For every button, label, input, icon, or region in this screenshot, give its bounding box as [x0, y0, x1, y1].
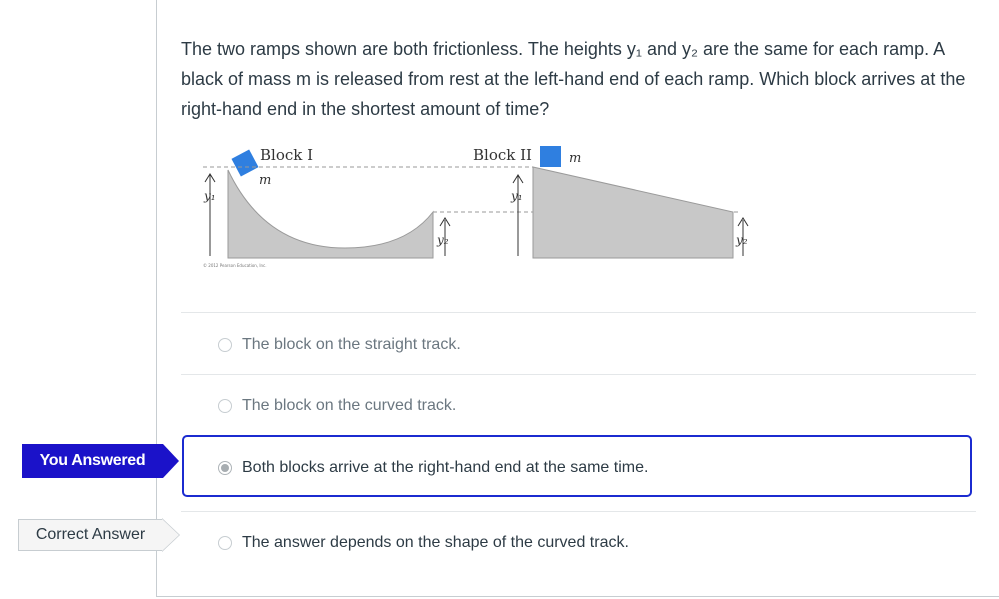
answer-label: The answer depends on the shape of the curved track. — [242, 534, 629, 551]
straight-ramp — [533, 167, 733, 258]
copyright-text: © 2012 Pearson Education, Inc. — [203, 263, 267, 268]
block-1-label: Block I — [260, 146, 314, 164]
you-answered-flag — [22, 444, 179, 478]
flag-arrow — [163, 444, 179, 478]
answer-label: The block on the straight track. — [242, 336, 461, 353]
block-2-mass-label: m — [569, 151, 582, 166]
answer-separator — [181, 312, 976, 313]
y2-label-right: y₂ — [736, 233, 748, 247]
answer-label: Both blocks arrive at the right-hand end at the same time. — [242, 459, 649, 476]
correct-answer-label: Correct Answer — [18, 519, 162, 551]
block-1-mass-label: m — [259, 173, 272, 188]
y2-label-left: y₂ — [437, 233, 449, 247]
answer-separator — [181, 511, 976, 512]
you-answered-label: You Answered — [22, 444, 163, 478]
question-text: The two ramps shown are both frictionless. The heights y₁ and y₂ are the same for each ramp. A black of mass m is released from rest at the left-hand end of each ramp. Which block arrives at the right-hand end in the shortest amount of time? — [181, 39, 966, 119]
answer-label: The block on the curved track. — [242, 397, 457, 414]
answer-option-3[interactable] — [218, 456, 648, 480]
y1-label-right: y₁ — [511, 189, 523, 203]
radio-button[interactable] — [218, 338, 232, 352]
answer-option-2[interactable] — [218, 394, 456, 418]
radio-button[interactable] — [218, 536, 232, 550]
answer-option-1[interactable] — [218, 333, 461, 357]
flag-arrow — [162, 518, 180, 552]
bottom-divider — [156, 596, 999, 597]
block-2 — [540, 146, 561, 167]
block-2-label: Block II — [473, 146, 532, 164]
block-1 — [231, 149, 258, 176]
ramps-figure — [195, 140, 775, 275]
correct-answer-flag — [18, 518, 181, 552]
y1-label-left: y₁ — [204, 189, 216, 203]
answer-separator — [181, 374, 976, 375]
radio-button-selected[interactable] — [218, 461, 232, 475]
answer-option-4[interactable] — [218, 531, 629, 555]
left-divider — [156, 0, 157, 597]
radio-button[interactable] — [218, 399, 232, 413]
